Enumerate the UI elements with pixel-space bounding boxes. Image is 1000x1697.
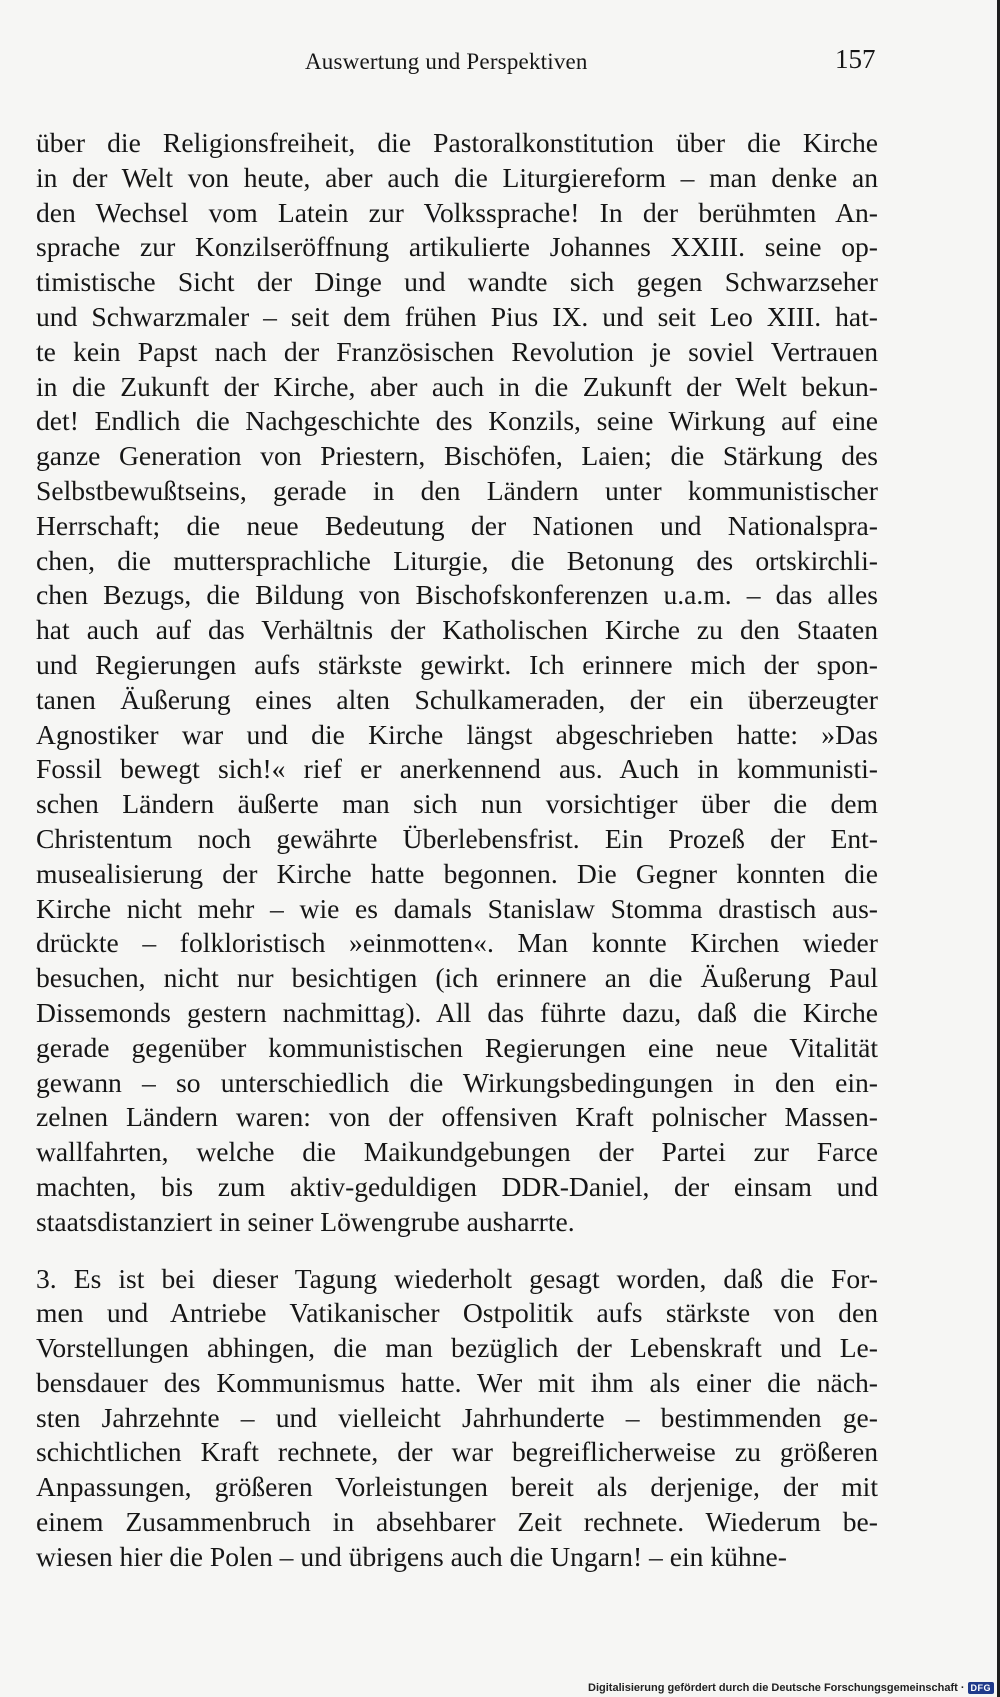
text-line: schen Ländern äußerte man sich nun vorsichtiger über die dem [36,788,878,820]
text-line: besuchen, nicht nur besichtigen (ich erinnere an die Äußerung Paul [36,962,878,994]
paragraph [36,126,878,1240]
text-line: timistische Sicht der Dinge und wandte sich gegen Schwarzseher [36,266,878,298]
paragraph-gap [36,1240,878,1262]
text-line: Kirche nicht mehr – wie es damals Stanislaw Stomma drastisch aus- [36,892,878,924]
text-line: wallfahrten, welche die Maikundgebungen der Partei zur Farce [36,1136,878,1168]
text-line: Selbstbewußtseins, gerade in den Ländern unter kommunistischer [36,474,878,506]
text-line: sprache zur Konzilseröffnung artikulierte Johannes XXIII. seine op- [36,231,878,263]
text-line: det! Endlich die Nachgeschichte des Konzils, seine Wirkung auf eine [36,405,878,437]
text-line: gewann – so unterschiedlich die Wirkungsbedingungen in den ein- [36,1066,878,1098]
text-line: machten, bis zum aktiv-geduldigen DDR-Daniel, der einsam und [36,1170,878,1202]
text-line: ganze Generation von Priestern, Bischöfen, Laien; die Stärkung des [36,440,878,472]
page-header [0,44,1000,84]
running-head: Auswertung und Perspektiven [305,49,588,74]
paragraph [36,1262,878,1575]
digitization-footer [588,1682,994,1694]
footer-separator: · [960,1682,965,1694]
text-line: Anpassungen, größeren Vorleistungen bereit als derjenige, der mit [36,1471,878,1503]
text-line: sten Jahrzehnte – und vielleicht Jahrhunderte – bestimmenden ge- [36,1401,878,1433]
text-line: schichtlichen Kraft rechnete, der war begreiflicherweise zu größeren [36,1436,878,1468]
text-line: Herrschaft; die neue Bedeutung der Nationen und Nationalspra- [36,509,878,541]
text-line: Agnostiker war und die Kirche längst abgeschrieben hatte: »Das [36,718,878,750]
text-line: drückte – folkloristisch »einmotten«. Man konnte Kirchen wieder [36,927,878,959]
text-line: chen Bezugs, die Bildung von Bischofskonferenzen u.a.m. – das alles [36,579,878,611]
paragraph-container [36,126,878,1575]
dfg-logo-icon: DFG [968,1682,995,1694]
text-line: te kein Papst nach der Französischen Revolution je soviel Vertrauen [36,335,878,367]
text-line: Fossil bewegt sich!« rief er anerkennend aus. Auch in kommunisti- [36,753,878,785]
text-line: men und Antriebe Vatikanischer Ostpolitik aufs stärkste von den [36,1297,878,1329]
text-line: tanen Äußerung eines alten Schulkameraden, der ein überzeugter [36,683,878,715]
text-line: in der Welt von heute, aber auch die Liturgiereform – man denke an [36,161,878,193]
text-line: staatsdistanziert in seiner Löwengrube ausharrte. [36,1205,575,1237]
text-line: und Schwarzmaler – seit dem frühen Pius IX. und seit Leo XIII. hat- [36,300,878,332]
text-line: über die Religionsfreiheit, die Pastoralkonstitution über die Kirche [36,127,878,158]
text-line: chen, die muttersprachliche Liturgie, die Betonung des ortskirchli- [36,544,878,576]
footer-text: Digitalisierung gefördert durch die Deutsche Forschungsgemeinschaft [588,1682,958,1694]
text-line: Christentum noch gewährte Überlebensfrist. Ein Prozeß der Ent- [36,822,878,854]
text-line: 3. Es ist bei dieser Tagung wiederholt gesagt worden, daß die For- [36,1262,878,1294]
body-text [36,126,878,1575]
text-line: in die Zukunft der Kirche, aber auch in die Zukunft der Welt bekun- [36,370,878,402]
text-line: den Wechsel vom Latein zur Volkssprache! In der berühmten An- [36,196,878,228]
text-line: Dissemonds gestern nachmittag). All das führte dazu, daß die Kirche [36,996,878,1028]
text-line: Vorstellungen abhingen, die man bezüglich der Lebenskraft und Le- [36,1332,878,1364]
page-number: 157 [835,44,876,74]
text-line: und Regierungen aufs stärkste gewirkt. Ich erinnere mich der spon- [36,648,878,680]
text-line: einem Zusammenbruch in absehbarer Zeit rechnete. Wiederum be- [36,1506,878,1538]
text-line: wiesen hier die Polen – und übrigens auch die Ungarn! – ein kühne- [36,1540,787,1572]
text-line: musealisierung der Kirche hatte begonnen. Die Gegner konnten die [36,857,878,889]
text-line: hat auch auf das Verhältnis der Katholischen Kirche zu den Staaten [36,614,878,646]
text-line: bensdauer des Kommunismus hatte. Wer mit ihm als einer die näch- [36,1366,878,1398]
text-line: zelnen Ländern waren: von der offensiven Kraft polnischer Massen- [36,1101,878,1133]
text-line: gerade gegenüber kommunistischen Regierungen eine neue Vitalität [36,1031,878,1063]
